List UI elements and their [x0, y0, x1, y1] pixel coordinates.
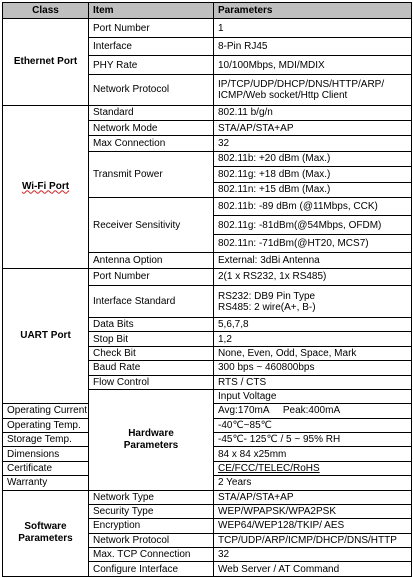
item-cell: Antenna Option: [89, 253, 214, 268]
class-label: Wi-Fi Port: [21, 180, 70, 192]
value-cell: 5,6,7,8: [214, 318, 412, 332]
class-label: Hardware: [128, 427, 174, 439]
item-cell: Network Protocol: [89, 74, 214, 105]
value-cell: 2(1 x RS232, 1x RS485): [214, 268, 412, 285]
item-cell: Encryption: [89, 519, 214, 533]
value-cell: External: 3dBi Antenna: [214, 253, 412, 268]
class-label: Parameters: [123, 439, 179, 451]
item-cell: Port Number: [89, 268, 214, 285]
spec-table: [2, 2, 412, 577]
value-cell: -40℃~85℃: [214, 418, 412, 432]
value-cell: 2 Years: [214, 476, 412, 490]
value-cell: WEP64/WEP128/TKIP/ AES: [214, 519, 412, 533]
value-cell: 1: [214, 19, 412, 37]
item-cell: Operating Current: [3, 404, 89, 418]
value-cell: STA/AP/STA+AP: [214, 490, 412, 504]
class-software-parameters: [3, 490, 89, 576]
value-cell: STA/AP/STA+AP: [214, 121, 412, 136]
value-cell: 802.11g: -81dBm(@54Mbps, OFDM): [214, 216, 412, 234]
item-cell: Configure Interface: [89, 562, 214, 577]
value-cell: 802.11b: -89 dBm (@11Mbps, CCK): [214, 197, 412, 215]
value-line: ICMP/Web socket/Http Client: [218, 89, 348, 101]
value-cell: 802.11g: +18 dBm (Max.): [214, 167, 412, 182]
item-cell: Port Number: [89, 19, 214, 37]
header-row: [3, 3, 412, 19]
value-cell: [214, 286, 412, 318]
value-cell: -45℃- 125℃ / 5 ~ 95% RH: [214, 433, 412, 447]
item-cell: Network Protocol: [89, 533, 214, 547]
item-cell: PHY Rate: [89, 56, 214, 74]
value-line: RS232: DB9 Pin Type: [218, 290, 316, 302]
class-hardware-parameters: [89, 389, 214, 490]
item-cell: Storage Temp.: [3, 433, 89, 447]
value-cell: 802.11n: -71dBm(@HT20, MCS7): [214, 234, 412, 252]
value-cell: None, Even, Odd, Space, Mark: [214, 346, 412, 360]
item-cell: Certificate: [3, 461, 89, 475]
item-cell: Network Type: [89, 490, 214, 504]
value-cell: 32: [214, 136, 412, 151]
value-cell: 802.11 b/g/n: [214, 105, 412, 120]
item-cell: Baud Rate: [89, 361, 214, 375]
table-row: [3, 268, 412, 285]
table-row: [3, 105, 412, 120]
header-parameters: Parameters: [214, 3, 412, 19]
value-cell: [214, 74, 412, 105]
class-label: Parameters: [18, 533, 73, 545]
item-cell: Interface: [89, 37, 214, 55]
item-cell: Network Mode: [89, 121, 214, 136]
item-cell: Input Voltage: [214, 389, 412, 403]
item-cell: Stop Bit: [89, 332, 214, 346]
item-cell: Max. TCP Connection: [89, 548, 214, 562]
value-cell: Web Server / AT Command: [214, 562, 412, 577]
item-cell: Standard: [89, 105, 214, 120]
value-line: RS485: 2 wire(A+, B-): [218, 301, 316, 313]
header-item: Item: [89, 3, 214, 19]
class-ethernet-port: Ethernet Port: [3, 19, 89, 105]
item-cell: Flow Control: [89, 375, 214, 389]
item-cell: Dimensions: [3, 447, 89, 461]
item-cell: Interface Standard: [89, 286, 214, 318]
value-cell: 802.11n: +15 dBm (Max.): [214, 182, 412, 197]
value-cell: RTS / CTS: [214, 375, 412, 389]
class-uart-port: UART Port: [3, 268, 89, 404]
item-cell: Check Bit: [89, 346, 214, 360]
value-text: CE/FCC/TELEC/RoHS: [218, 462, 320, 474]
item-cell: Warranty: [3, 476, 89, 490]
table-row: [3, 19, 412, 37]
value-cell: 802.11b: +20 dBm (Max.): [214, 151, 412, 166]
value-cell: 8-Pin RJ45: [214, 37, 412, 55]
item-cell: Transmit Power: [89, 151, 214, 197]
value-cell: 84 x 84 x25mm: [214, 447, 412, 461]
table-row: [3, 490, 412, 504]
item-cell: Max Connection: [89, 136, 214, 151]
value-cell: [214, 461, 412, 475]
value-line: IP/TCP/UDP/DHCP/DNS/HTTP/ARP/: [218, 78, 385, 90]
value-cell: TCP/UDP/ARP/ICMP/DHCP/DNS/HTTP: [214, 533, 412, 547]
value-cell: 1,2: [214, 332, 412, 346]
value-cell: 300 bps ~ 460800bps: [214, 361, 412, 375]
item-cell: Security Type: [89, 504, 214, 518]
value-cell: 32: [214, 548, 412, 562]
value-cell: WEP/WPAPSK/WPA2PSK: [214, 504, 412, 518]
header-class: Class: [3, 3, 89, 19]
value-cell: Avg:170mA Peak:400mA: [214, 404, 412, 418]
item-cell: Receiver Sensitivity: [89, 197, 214, 252]
item-cell: Operating Temp.: [3, 418, 89, 432]
value-cell: 10/100Mbps, MDI/MDIX: [214, 56, 412, 74]
class-wifi-port: [3, 105, 89, 268]
item-cell: Data Bits: [89, 318, 214, 332]
class-label: Software: [24, 521, 67, 533]
